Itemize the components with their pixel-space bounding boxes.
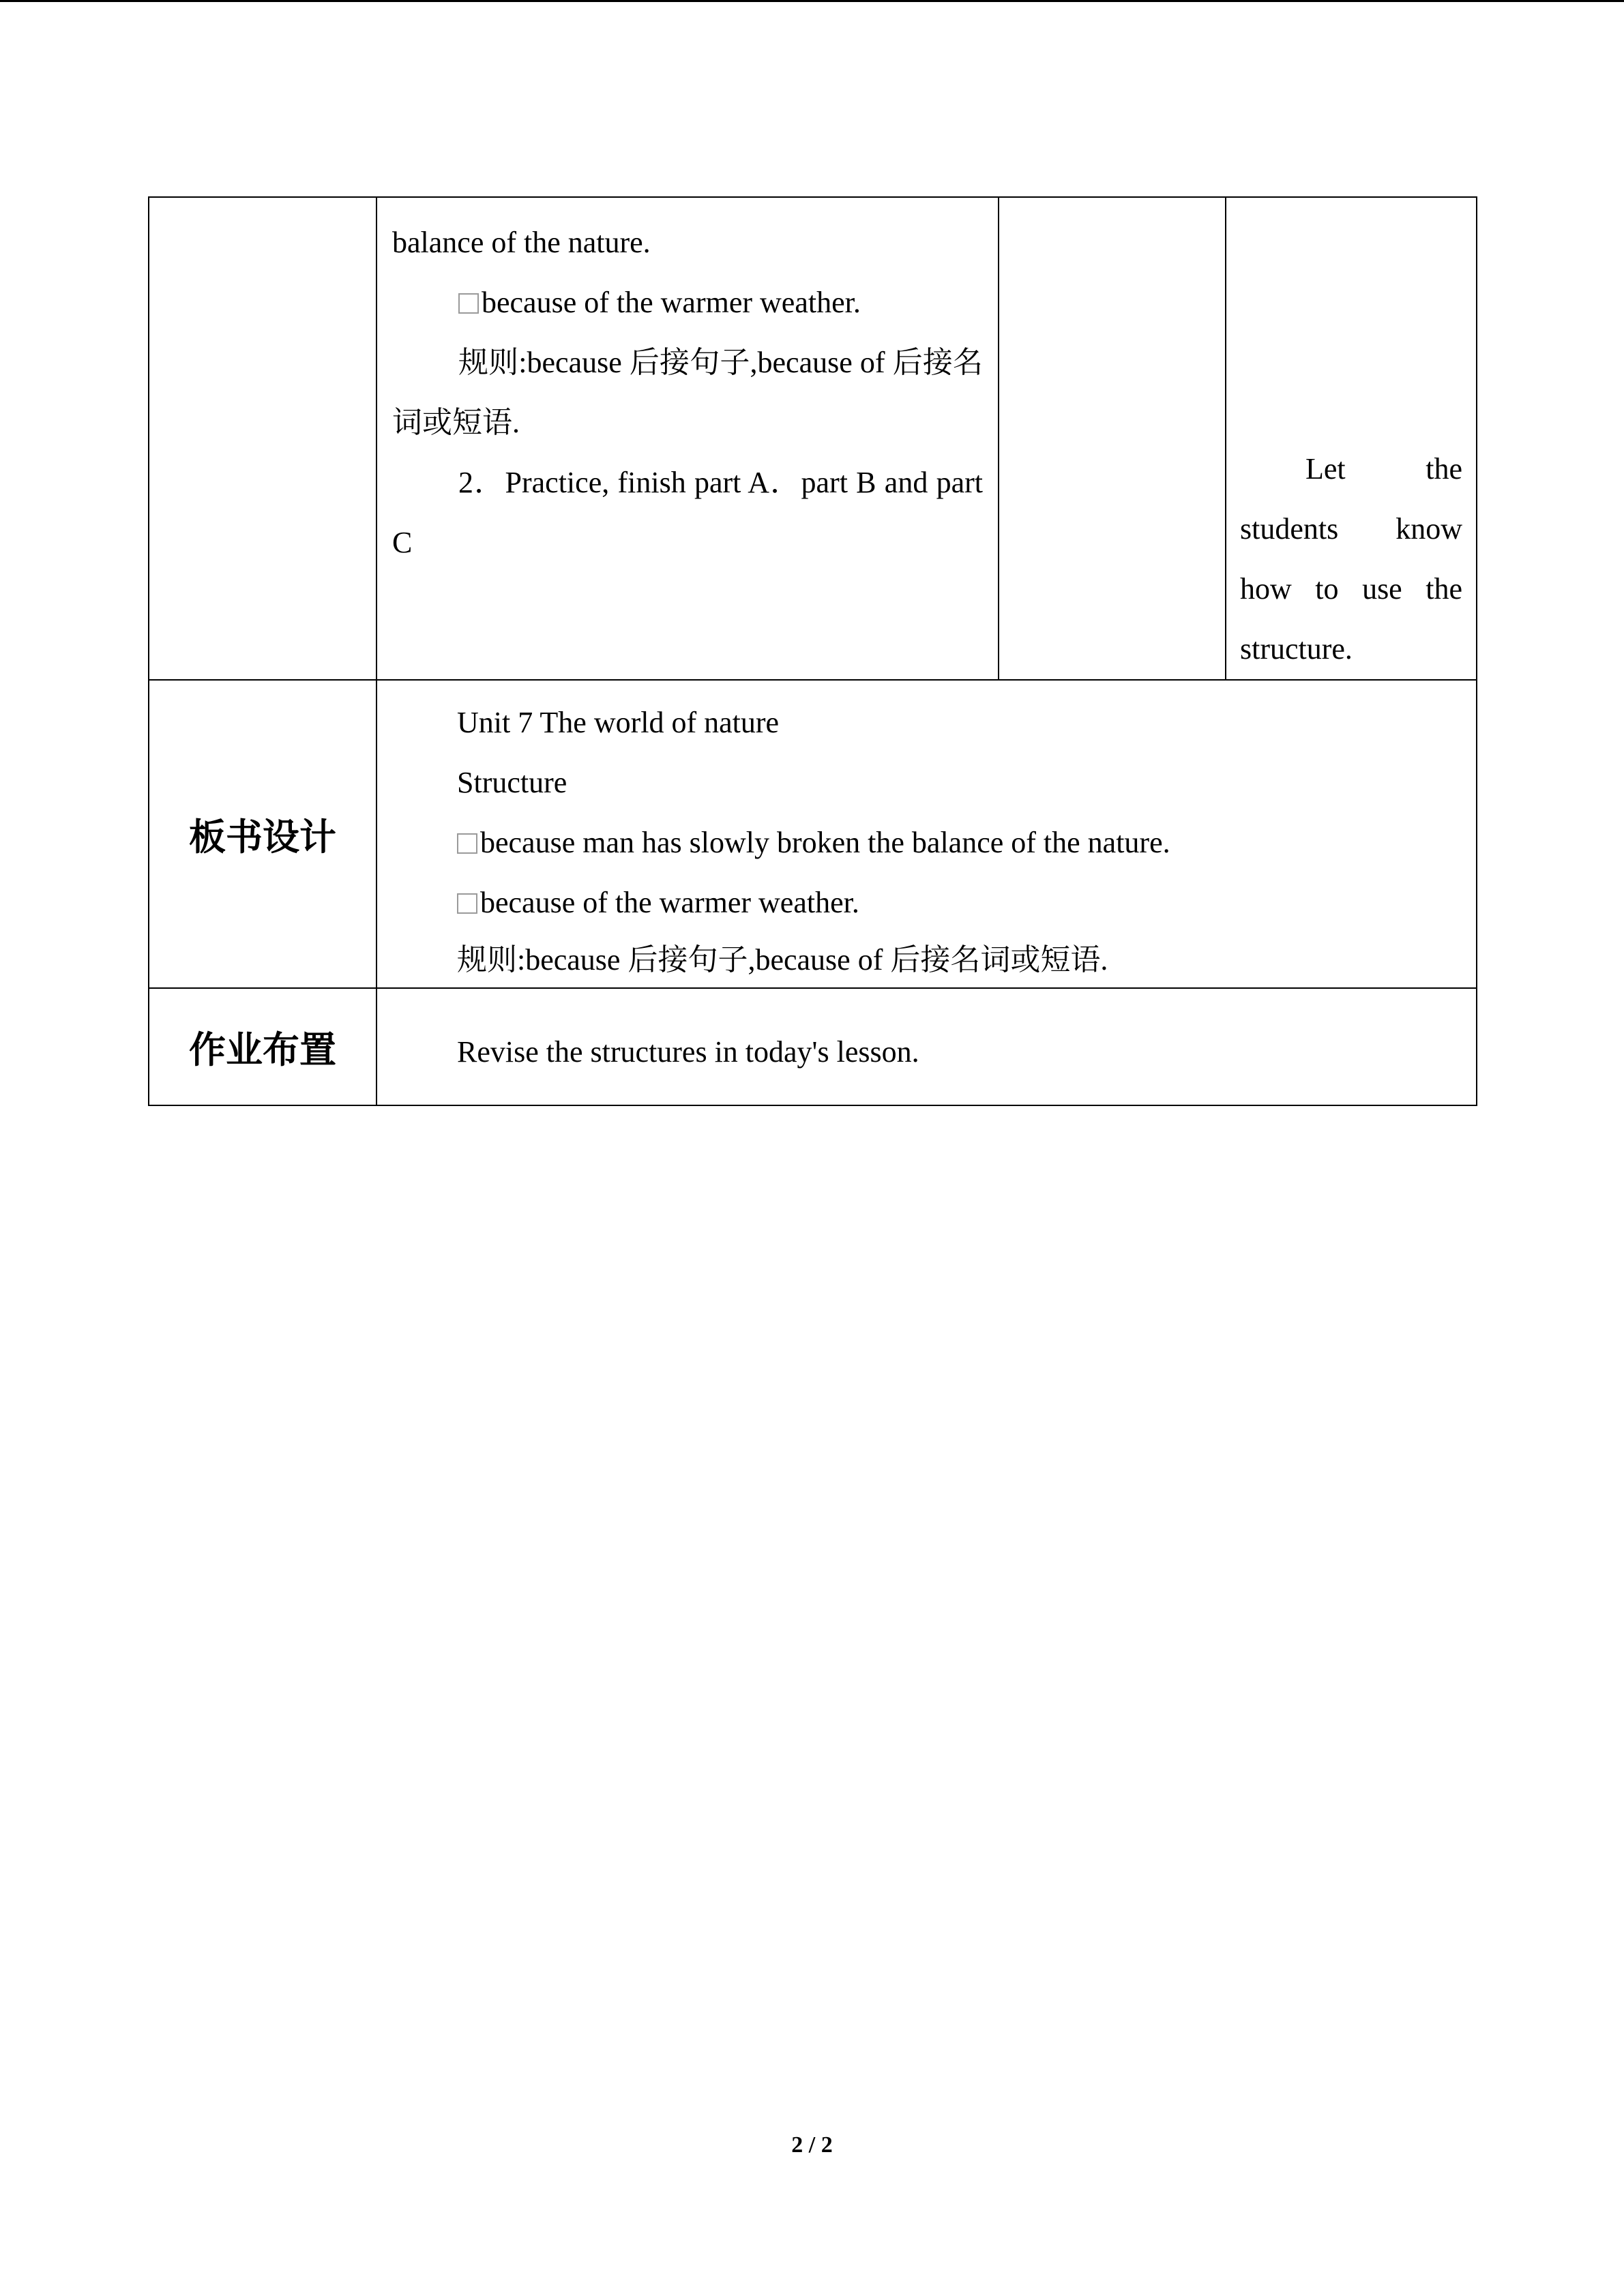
content-line: 2．Practice, finish part A．part B and part C	[392, 466, 983, 559]
checkbox-square-icon	[457, 833, 477, 854]
homework-text: Revise the structures in today's lesson.	[377, 988, 1477, 1105]
activity-cell	[999, 197, 1226, 680]
lesson-plan-table	[148, 196, 1477, 1106]
board-line: because of the warmer weather.	[480, 886, 859, 919]
content-cell	[377, 197, 999, 680]
board-line: because man has slowly broken the balance of the nature.	[480, 826, 1170, 859]
table-row-homework	[149, 988, 1477, 1105]
page-top-border	[0, 0, 1624, 2]
purpose-line: how to use the	[1240, 572, 1462, 606]
purpose-line: Let the	[1305, 452, 1462, 486]
checkbox-square-icon	[457, 893, 477, 914]
board-design-label: 板书设计	[149, 680, 377, 988]
checkbox-square-icon	[458, 293, 479, 314]
content-line: 规则:because 后接句子,because of 后接名词或短语.	[392, 346, 983, 439]
board-line: 规则:because 后接句子,because of 后接名词或短语.	[457, 943, 1108, 976]
content-line: because of the warmer weather.	[482, 286, 861, 319]
stage-cell	[149, 197, 377, 680]
table-row-board-design	[149, 680, 1477, 988]
board-design-cell	[377, 680, 1477, 988]
table-row-continued	[149, 197, 1477, 680]
purpose-line: students know	[1240, 512, 1462, 546]
content-line: balance of the nature.	[392, 226, 651, 259]
purpose-cell	[1226, 197, 1477, 680]
board-line: Structure	[457, 766, 567, 799]
board-line: Unit 7 The world of nature	[457, 706, 780, 739]
homework-label: 作业布置	[149, 988, 377, 1105]
page-number: 2 / 2	[791, 2132, 833, 2158]
purpose-line: structure.	[1240, 632, 1353, 666]
